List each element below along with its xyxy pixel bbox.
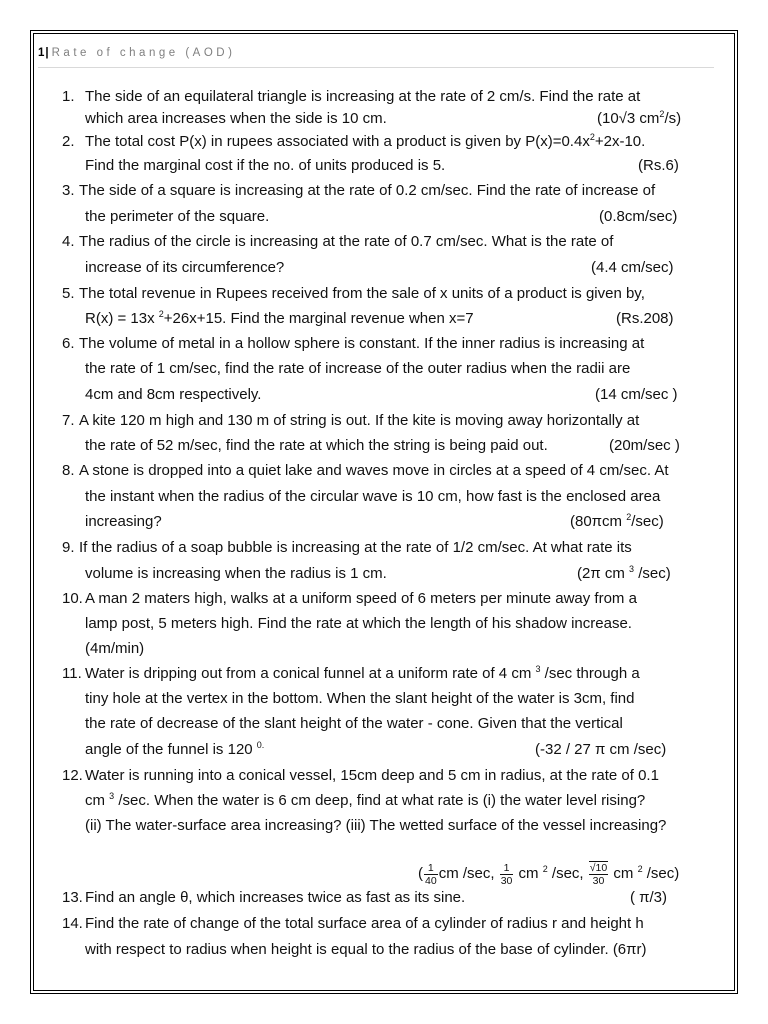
question-text: A stone is dropped into a quiet lake and waves move in circles at a speed of 4 cm/sec. At <box>79 462 669 479</box>
question-text: the rate of 1 cm/sec, find the rate of increase of the outer radius when the radii are <box>85 360 631 377</box>
question-7 <box>0 408 768 434</box>
question-3-line-2 <box>0 204 768 230</box>
question-text: Find the marginal cost if the no. of units produced is 5. <box>85 157 446 174</box>
question-text: The total cost P(x) in rupees associated with a product is given by $P(x)=0.4x^2+2x-10$. <box>85 132 646 150</box>
question-5-line-2 <box>0 306 768 332</box>
question-text: The radius of the circle is increasing at the rate of 0.7 cm/sec. What is the rate of <box>79 233 614 250</box>
question-text: 4cm and 8cm respectively. <box>85 386 262 403</box>
question-6 <box>0 331 768 357</box>
question-text: A kite 120 m high and 130 m of string is out. If the kite is moving away horizontally at <box>79 412 640 429</box>
question-2-line-2 <box>0 153 768 179</box>
fraction: $\frac{1}{30}$ <box>500 861 513 887</box>
question-text: The total revenue in Rupees received from the sale of x units of a product is given by, <box>79 285 645 302</box>
answer: (14 cm/sec ) <box>595 386 678 403</box>
answer: (Rs.208) <box>616 310 674 327</box>
answer: ( π/3) <box>630 889 668 906</box>
question-number: 3. <box>62 182 75 199</box>
question-text: increase of its circumference? <box>85 259 285 276</box>
question-12 <box>0 763 768 789</box>
question-number: 10. <box>62 590 83 607</box>
question-11-line-3 <box>0 711 768 737</box>
question-14-line-2 <box>0 937 768 963</box>
question-number: 5. <box>62 285 75 302</box>
question-14 <box>0 911 768 937</box>
question-text: The volume of metal in a hollow sphere is constant. If the inner radius is increasing at <box>79 335 645 352</box>
question-text: the perimeter of the square. <box>85 208 270 225</box>
question-text: Find the rate of change of the total surface area of a cylinder of radius r and height h <box>85 915 644 932</box>
question-3 <box>0 178 768 204</box>
answer: (Rs.6) <box>638 157 679 174</box>
answer: (4m/min) <box>85 640 145 657</box>
question-11-line-4 <box>0 737 768 763</box>
question-4-line-2 <box>0 255 768 281</box>
question-number: 11. <box>62 665 82 682</box>
answer: (20m/sec ) <box>609 437 680 454</box>
answer: ( $\frac{1}{40}$ cm /sec, $\frac{1}{30}$ cm $^2$ /sec, $\frac{√10}{30}$ cm $^2$ /sec) <box>418 861 680 888</box>
question-11-line-2 <box>0 686 768 712</box>
question-number: 6. <box>62 335 75 352</box>
question-number: 13. <box>62 889 83 906</box>
question-10 <box>0 586 768 612</box>
question-text: The side of an equilateral triangle is increasing at the rate of 2 cm/s. Find the rate at <box>85 88 641 105</box>
question-text: (ii) The water-surface area increasing? (iii) The wetted surface of the vessel increasing? <box>85 817 667 834</box>
question-text: angle of the funnel is 120 $^{0.}$ <box>85 740 265 758</box>
answer: (4.4 cm/sec) <box>591 259 674 276</box>
question-9 <box>0 535 768 561</box>
question-5 <box>0 281 768 307</box>
page-header <box>38 47 714 68</box>
question-number: 4. <box>62 233 75 250</box>
question-12-line-3 <box>0 813 768 839</box>
question-6-line-2 <box>0 356 768 382</box>
answer: (80πcm $^2$/sec) <box>570 512 664 530</box>
question-number: 12. <box>62 767 83 784</box>
question-2 <box>0 129 768 155</box>
question-text: A man 2 maters high, walks at a uniform speed of 6 meters per minute away from a <box>85 590 637 607</box>
question-text: increasing? <box>85 513 162 530</box>
question-8-line-3 <box>0 509 768 535</box>
question-text: the rate of 52 m/sec, find the rate at which the string is being paid out. <box>85 437 548 454</box>
question-number: 1. <box>62 88 75 105</box>
question-text: R(x) = 13x $^2$+26x+15. Find the marginal revenue when x=7 <box>85 309 474 327</box>
fraction: $\frac{1}{40}$ <box>425 861 437 887</box>
question-text: Water is dripping out from a conical funnel at a uniform rate of 4 cm $^3$ /sec through a <box>85 664 640 682</box>
question-number: 2. <box>62 133 75 150</box>
question-number: 14. <box>62 915 83 932</box>
question-8-line-2 <box>0 484 768 510</box>
question-text: Water is running into a conical vessel, 15cm deep and 5 cm in radius, at the rate of 0.1 <box>85 767 659 784</box>
question-10-line-2 <box>0 611 768 637</box>
question-text: with respect to radius when height is equal to the radius of the base of cylinder. (6πr) <box>85 941 647 958</box>
answer: (2π cm $^3$ /sec) <box>577 564 671 582</box>
question-text: the instant when the radius of the circular wave is 10 cm, how fast is the enclosed area <box>85 488 661 505</box>
header-separator: | <box>45 47 49 59</box>
answer: (0.8cm/sec) <box>599 208 678 225</box>
question-text: If the radius of a soap bubble is increasing at the rate of 1/2 cm/sec. At what rate its <box>79 539 632 556</box>
question-8 <box>0 458 768 484</box>
question-text: volume is increasing when the radius is 1 cm. <box>85 565 387 582</box>
answer: (10√3 $cm^2/s$) <box>597 109 682 127</box>
question-text: cm $^3$ /sec. When the water is 6 cm deep, find at what rate is (i) the water level rising? <box>85 791 646 809</box>
question-text: The side of a square is increasing at the rate of 0.2 cm/sec. Find the rate of increase of <box>79 182 656 199</box>
question-6-line-3 <box>0 382 768 408</box>
question-7-line-2 <box>0 433 768 459</box>
question-10-line-3 <box>0 636 768 662</box>
question-4 <box>0 229 768 255</box>
question-9-line-2 <box>0 561 768 587</box>
question-13 <box>0 885 768 911</box>
question-text: Find an angle θ, which increases twice as fast as its sine. <box>85 889 466 906</box>
question-11 <box>0 661 768 687</box>
question-text: which area increases when the side is 10 cm. <box>85 110 387 127</box>
answer: (-32 / 27 π cm /sec) <box>535 741 667 758</box>
question-text: the rate of decrease of the slant height of the water - cone. Given that the vertical <box>85 715 623 732</box>
question-number: 8. <box>62 462 75 479</box>
page-title: Rate of change (AOD) <box>51 47 236 59</box>
fraction: $\frac{√10}{30}$ <box>589 862 608 888</box>
question-number: 9. <box>62 539 75 556</box>
question-text: tiny hole at the vertex in the bottom. When the slant height of the water is 3cm, find <box>85 690 635 707</box>
question-12-line-2 <box>0 788 768 814</box>
question-text: lamp post, 5 meters high. Find the rate at which the length of his shadow increase. <box>85 615 632 632</box>
page-number: 1 <box>38 47 45 59</box>
question-number: 7. <box>62 412 75 429</box>
